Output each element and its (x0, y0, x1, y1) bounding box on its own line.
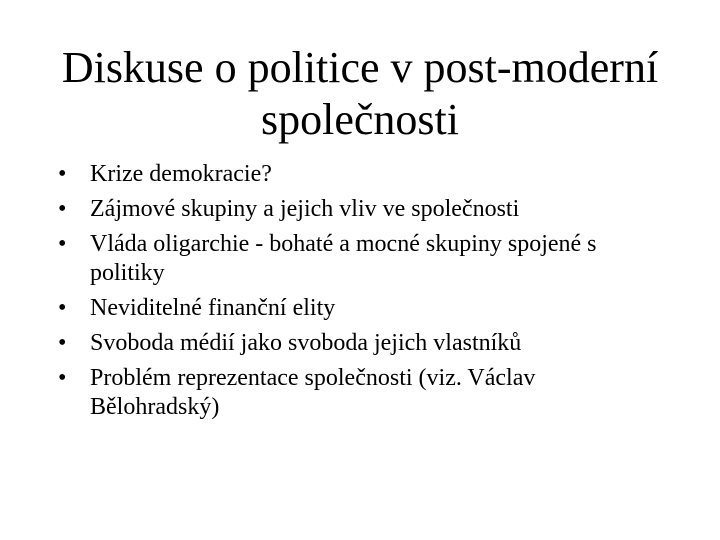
bullet-text: Vláda oligarchie - bohaté a mocné skupiny spojené s politiky (90, 231, 597, 286)
slide-title (36, 42, 684, 146)
bullet-item-neviditelne-elity (58, 294, 658, 323)
bullet-text: Svoboda médií jako svoboda jejich vlastníků (90, 330, 522, 356)
bullet-dot-icon: • (58, 330, 67, 356)
bullet-dot-icon: • (58, 365, 67, 391)
bullet-item-svoboda-medii (58, 329, 658, 358)
bullet-dot-icon: • (58, 231, 67, 257)
bullet-text: Problém reprezentace společnosti (viz. Václav Bělohradský) (90, 365, 536, 420)
bullet-list (58, 160, 658, 428)
bullet-dot-icon: • (58, 196, 67, 222)
bullet-item-vlada-oligarchie (58, 230, 658, 288)
slide-title-line-1: Diskuse o politice v post-moderní (61, 43, 659, 92)
bullet-dot-icon: • (58, 295, 67, 321)
bullet-item-zajmove-skupiny (58, 195, 658, 224)
bullet-dot-icon: • (58, 161, 67, 187)
slide-title-line-2: společnosti (261, 95, 459, 144)
bullet-text: Zájmové skupiny a jejich vliv ve společnosti (90, 196, 520, 222)
bullet-item-problem-reprezentace (58, 364, 658, 422)
bullet-item-krize-demokracie (58, 160, 658, 189)
bullet-text: Krize demokracie? (90, 161, 272, 187)
bullet-text: Neviditelné finanční elity (90, 295, 336, 321)
